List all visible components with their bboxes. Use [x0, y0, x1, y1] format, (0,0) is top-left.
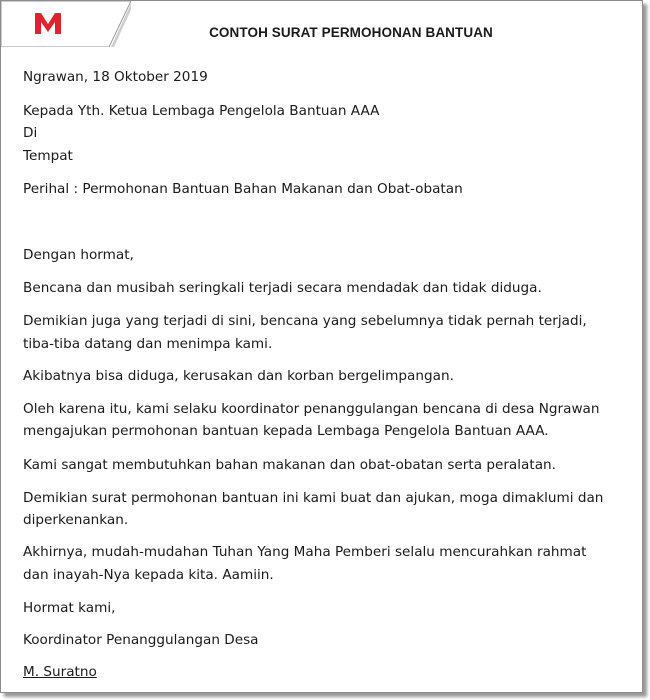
- letter-title: CONTOH SURAT PERMOHONAN BANTUAN: [209, 25, 493, 40]
- logo-tab: [1, 1, 131, 47]
- paragraph-4-line-1: Oleh karena itu, kami selaku koordinator penanggulangan bencana di desa Ngrawan: [23, 401, 600, 417]
- recipient-line-2: Di: [23, 125, 38, 141]
- paragraph-5: Kami sangat membutuhkan bahan makanan dan obat-obatan serta peralatan.: [23, 457, 556, 473]
- paragraph-3: Akibatnya bisa diduga, kerusakan dan korban bergelimpangan.: [23, 368, 454, 384]
- paragraph-6-line-2: diperkenankan.: [23, 512, 129, 528]
- brand-logo-icon: [1, 1, 131, 47]
- date-line: Ngrawan, 18 Oktober 2019: [23, 69, 208, 85]
- paragraph-2-line-2: tiba-tiba datang dan menimpa kami.: [23, 336, 273, 352]
- closing: Hormat kami,: [23, 600, 116, 616]
- paragraph-7-line-2: dan inayah-Nya kepada kita. Aamiin.: [23, 567, 274, 583]
- paragraph-1: Bencana dan musibah seringkali terjadi secara mendadak dan tidak diduga.: [23, 280, 542, 296]
- paragraph-7-line-1: Akhirnya, mudah-mudahan Tuhan Yang Maha Pemberi selalu mencurahkan rahmat: [23, 544, 587, 560]
- recipient-line-1: Kepada Yth. Ketua Lembaga Pengelola Bantuan AAA: [23, 103, 380, 119]
- greeting: Dengan hormat,: [23, 247, 134, 263]
- paragraph-4-line-2: mengajukan permohonan bantuan kepada Lembaga Pengelola Bantuan AAA.: [23, 423, 549, 439]
- recipient-line-3: Tempat: [23, 148, 73, 164]
- subject-line: Perihal : Permohonan Bantuan Bahan Makanan dan Obat-obatan: [23, 181, 463, 197]
- signer-title: Koordinator Penanggulangan Desa: [23, 632, 259, 648]
- paragraph-2-line-1: Demikian juga yang terjadi di sini, bencana yang sebelumnya tidak pernah terjadi,: [23, 313, 587, 329]
- signer-name: M. Suratno: [23, 664, 97, 680]
- paragraph-6-line-1: Demikian surat permohonan bantuan ini kami buat dan ajukan, moga dimaklumi dan: [23, 490, 604, 506]
